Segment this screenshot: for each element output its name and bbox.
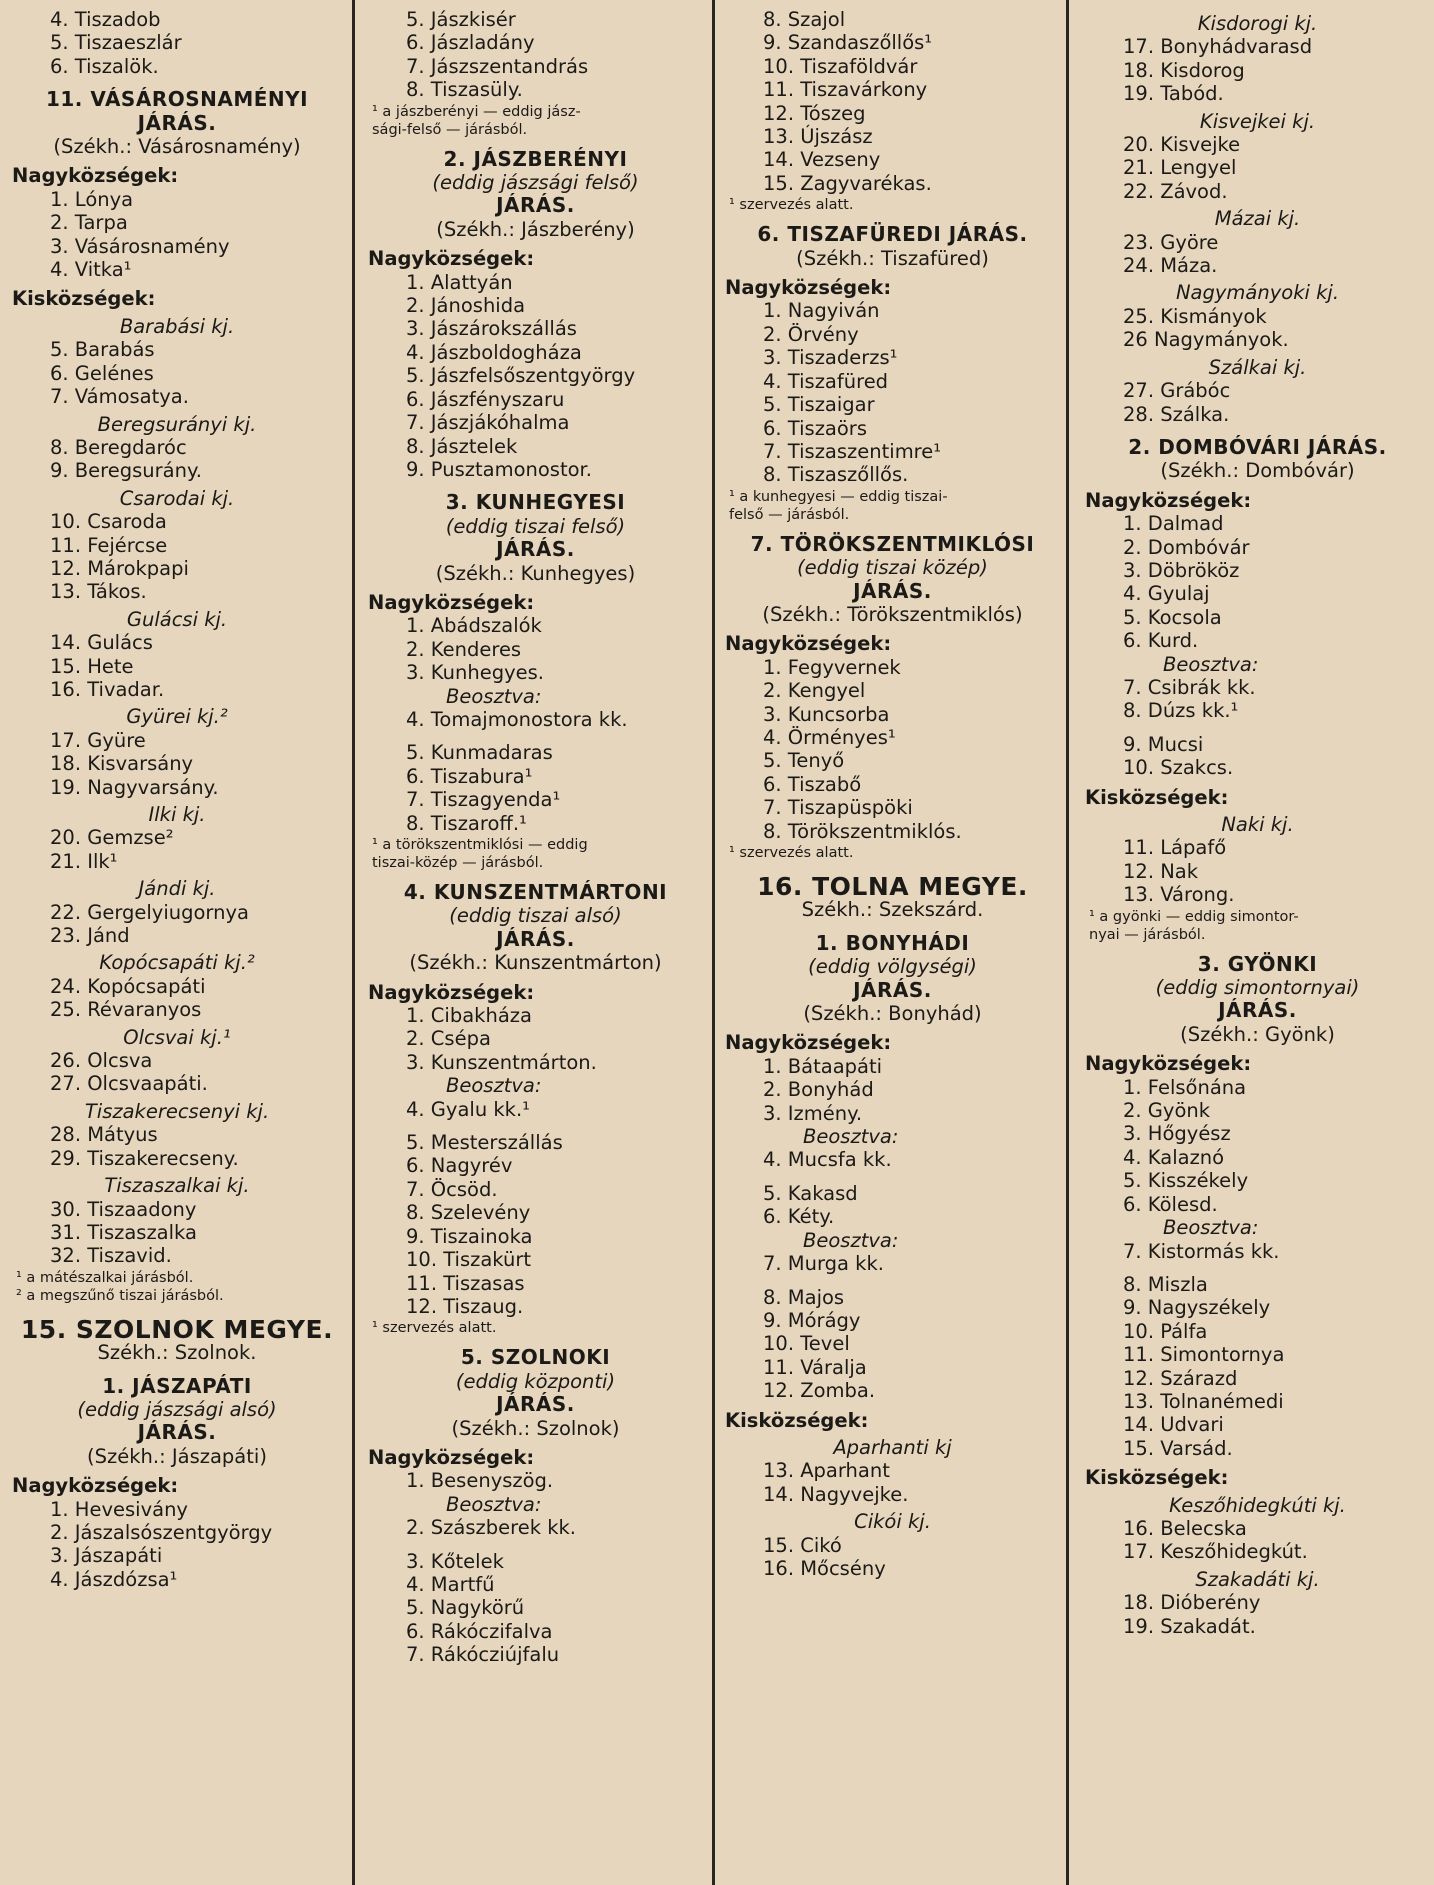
list-item: 6. Kéty. (763, 1205, 835, 1229)
footnote: tiszai-közép — járásból. (372, 855, 544, 871)
list-item: 13. Várong. (1123, 883, 1235, 907)
district-heading: 5. SZOLNOKI (460, 1345, 611, 1370)
district-heading: 3. KUNHEGYESI (445, 490, 626, 515)
list-item: 1. Hevesivány (50, 1497, 188, 1521)
column-1 (12, 8, 342, 1591)
list-item: 12. Márokpapi (50, 556, 189, 580)
list-item: 2. Csépa (406, 1027, 491, 1051)
list-item: 4. Tiszadob (50, 8, 161, 31)
list-item: 6. Gelénes (50, 361, 154, 385)
column-4 (1085, 8, 1430, 1638)
notary-district: Beregsurányi kj. (97, 412, 257, 436)
list-item: 17. Keszőhidegkút. (1123, 1540, 1308, 1564)
seat-line: (Székh.: Jászberény) (436, 217, 635, 241)
district-heading: 7. TÖRÖKSZENTMIKLÓSI (750, 531, 1035, 556)
list-item: 3. Vásárosnamény (50, 234, 230, 258)
list-item: 8. Miszla (1123, 1272, 1208, 1296)
district-heading: JÁRÁS. (853, 578, 932, 603)
former-name: (eddig tiszai közép) (797, 556, 988, 580)
seat-line: (Székh.: Jászapáti) (87, 1444, 267, 1468)
list-item: 8. Törökszentmiklós. (763, 819, 962, 843)
group-label: Nagyközségek: (12, 1474, 179, 1498)
notary-district: Mázai kj. (1214, 207, 1301, 231)
list-item: 29. Tiszakerecseny. (50, 1146, 239, 1170)
group-label: Nagyközségek: (12, 164, 179, 188)
list-item: 1. Felsőnána (1123, 1075, 1247, 1099)
seat-line: (Székh.: Vásárosnamény) (53, 135, 301, 159)
list-item: 2. Kenderes (406, 637, 522, 661)
list-item: 11. Tiszasas (406, 1271, 525, 1295)
list-item: 2. Dombóvár (1123, 535, 1250, 559)
notary-district: Nagymányoki kj. (1175, 281, 1340, 305)
list-item: 7. Kistormás kk. (1123, 1239, 1280, 1263)
group-label: Nagyközségek: (368, 980, 535, 1004)
list-item: 6. Tiszabő (763, 772, 862, 796)
list-item: 1. Alattyán (406, 270, 513, 294)
list-item: 3. Tiszaderzs¹ (763, 346, 898, 370)
former-name: (eddig tiszai felső) (445, 514, 626, 538)
county-heading: 15. SZOLNOK MEGYE. (20, 1314, 334, 1344)
list-item: 3. Jászárokszállás (406, 317, 577, 341)
list-item: 4. Tiszafüred (763, 369, 889, 393)
list-item: 18. Kisvarsány (50, 752, 194, 776)
list-item: 4. Martfű (406, 1572, 495, 1596)
list-item: 5. Jászkisér (406, 8, 516, 31)
list-item: 15. Cikó (763, 1533, 842, 1557)
district-heading: 6. TISZAFÜREDI JÁRÁS. (757, 222, 1028, 247)
list-item: 5. Tiszaigar (763, 393, 875, 417)
list-item: 11. Fejércse (50, 533, 168, 557)
list-item: 16. Mőcsény (763, 1556, 886, 1580)
list-item: 7. Jászjákóhalma (406, 411, 570, 435)
list-item: 6. Tiszalök. (50, 54, 159, 78)
list-item: 14. Nagyvejke. (763, 1482, 909, 1506)
notary-district: Olcsvai kj.¹ (123, 1025, 231, 1049)
column-rule-2 (712, 0, 715, 1885)
column-2 (368, 8, 703, 1667)
notary-district: Jándi kj. (138, 877, 216, 901)
list-item: 8. Tiszasüly. (406, 78, 523, 102)
seat-line: (Székh.: Gyönk) (1180, 1022, 1335, 1046)
group-label: Kisközségek: (1085, 1466, 1229, 1490)
list-item: 22. Závod. (1123, 179, 1228, 203)
list-item: 14. Gulács (50, 631, 153, 655)
former-name: (eddig simontornyai) (1155, 976, 1360, 1000)
list-item: 2. Jánoshida (406, 294, 526, 318)
seat-line: (Székh.: Törökszentmiklós) (762, 602, 1023, 626)
spacer (368, 731, 703, 741)
former-name: (eddig völgységi) (808, 955, 977, 979)
list-item: 6. Kurd. (1123, 629, 1199, 653)
list-item: 5. Kunmadaras (406, 741, 553, 765)
list-item: 14. Udvari (1123, 1413, 1224, 1437)
footnote: ¹ a mátészalkai járásból. (16, 1269, 194, 1286)
district-heading: 1. JÁSZAPÁTI (102, 1373, 252, 1398)
beosztva-label: Beosztva: (803, 1228, 899, 1252)
list-item: 22. Gergelyiugornya (50, 900, 249, 924)
list-item: 20. Kisvejke (1123, 133, 1241, 157)
group-label: Nagyközségek: (368, 590, 535, 614)
notary-district: Gyürei kj.² (126, 705, 228, 729)
list-item: 1. Nagyiván (763, 299, 880, 323)
district-heading: JÁRÁS. (853, 977, 932, 1002)
list-item: 8. Jásztelek (406, 434, 518, 458)
list-item: 10. Tiszaföldvár (763, 54, 918, 78)
footnote: ¹ a jászberényi — eddig jász- (372, 103, 581, 120)
list-item: 9. Nagyszékely (1123, 1296, 1271, 1320)
list-item: 9. Beregsurány. (50, 459, 202, 483)
list-item: 6. Jászfényszaru (406, 387, 565, 411)
list-item: 4. Jászdózsa¹ (50, 1567, 178, 1591)
list-item: 8. Majos (763, 1285, 845, 1309)
list-item: 7. Tiszagyenda¹ (406, 788, 561, 812)
footnote: ² a megszűnő tiszai járásból. (16, 1287, 224, 1304)
group-label: Kisközségek: (725, 1408, 869, 1432)
footnote: ¹ szervezés alatt. (729, 197, 854, 214)
list-item: 8. Dúzs kk.¹ (1123, 699, 1239, 723)
district-heading: 1. BONYHÁDI (815, 930, 970, 955)
list-item: 10. Csaroda (50, 510, 167, 534)
beosztva-label: Beosztva: (446, 1492, 542, 1516)
list-item: 21. Ilk¹ (50, 849, 118, 873)
column-rule-1 (352, 0, 355, 1885)
footnote: ¹ a kunhegyesi — eddig tiszai- (729, 488, 948, 505)
list-item: 8. Beregdaróc (50, 435, 187, 459)
list-item: 1. Bátaapáti (763, 1054, 883, 1078)
list-item: 3. Hőgyész (1123, 1122, 1231, 1146)
notary-district: Csarodai kj. (119, 486, 235, 510)
footnote: ¹ a gyönki — eddig simontor- (1089, 908, 1299, 925)
list-item: 2. Kengyel (763, 679, 866, 703)
column-3 (725, 8, 1060, 1580)
list-item: 6. Nagyrév (406, 1154, 513, 1178)
list-item: 1. Abádszalók (406, 614, 542, 638)
list-item: 8. Tiszaroff.¹ (406, 811, 527, 835)
district-heading: JÁRÁS. (496, 926, 575, 951)
list-item: 15. Hete (50, 654, 134, 678)
list-item: 14. Vezseny (763, 148, 881, 172)
list-item: 26 Nagymányok. (1123, 328, 1289, 352)
list-item: 25. Kismányok (1123, 304, 1267, 328)
list-item: 16. Belecska (1123, 1516, 1247, 1540)
list-item: 1. Dalmad (1123, 512, 1224, 536)
district-heading: JÁRÁS. (496, 1392, 575, 1417)
list-item: 3. Döbrököz (1123, 558, 1240, 582)
list-item: 9. Mucsi (1123, 732, 1204, 756)
list-item: 5. Tiszaeszlár (50, 31, 182, 55)
beosztva-label: Beosztva: (803, 1125, 899, 1149)
former-name: (eddig központi) (455, 1369, 616, 1393)
list-item: 19. Szakadát. (1123, 1614, 1256, 1638)
list-item: 15. Zagyvarékas. (763, 171, 932, 195)
group-label: Kisközségek: (1085, 785, 1229, 809)
list-item: 3. Kunszentmárton. (406, 1050, 597, 1074)
list-item: 7. Csibrák kk. (1123, 675, 1256, 699)
list-item: 3. Kuncsorba (763, 702, 890, 726)
list-item: 18. Kisdorog (1123, 58, 1245, 82)
list-item: 13. Tákos. (50, 580, 147, 604)
list-item: 9. Tiszainoka (406, 1224, 533, 1248)
list-item: 7. Vámosatya. (50, 385, 189, 409)
list-item: 10. Pálfa (1123, 1319, 1208, 1343)
footnote: ¹ a törökszentmiklósi — eddig (372, 837, 588, 853)
list-item: 1. Besenyszög. (406, 1469, 554, 1493)
list-item: 21. Lengyel (1123, 156, 1237, 180)
list-item: 28. Szálka. (1123, 402, 1230, 426)
beosztva-label: Beosztva: (446, 684, 542, 708)
list-item: 6. Rákóczifalva (406, 1619, 553, 1643)
spacer (368, 1540, 703, 1550)
notary-district: Aparhanti kj (833, 1435, 952, 1459)
list-item: 9. Pusztamonostor. (406, 457, 592, 481)
beosztva-label: Beosztva: (1163, 652, 1259, 676)
list-item: 31. Tiszaszalka (50, 1220, 197, 1244)
county-heading: 16. TOLNA MEGYE. (757, 872, 1028, 901)
list-item: 4. Jászboldogháza (406, 340, 582, 364)
district-heading: JÁRÁS. (1218, 998, 1297, 1023)
district-heading: JÁRÁS. (137, 1420, 217, 1445)
list-item: 1. Fegyvernek (763, 655, 901, 679)
group-label: Kisközségek: (12, 287, 156, 311)
list-item: 5. Mesterszállás (406, 1131, 563, 1155)
district-heading: JÁRÁS. (137, 110, 217, 135)
list-item: 19. Tabód. (1123, 82, 1224, 106)
list-item: 4. Örményes¹ (763, 725, 896, 749)
list-item: 11. Lápafő (1123, 836, 1227, 860)
list-item: 6. Tiszabura¹ (406, 764, 533, 788)
list-item: 7. Tiszapüspöki (763, 796, 913, 820)
column-rule-3 (1066, 0, 1069, 1885)
list-item: 15. Varsád. (1123, 1436, 1233, 1460)
list-item: 11. Váralja (763, 1355, 867, 1379)
list-item: 4. Gyulaj (1123, 582, 1210, 606)
notary-district: Naki kj. (1221, 813, 1294, 836)
list-item: 1. Lónya (50, 187, 134, 211)
notary-district: Cikói kj. (854, 1510, 931, 1534)
notary-district: Szakadáti kj. (1195, 1567, 1320, 1591)
list-item: 4. Gyalu kk.¹ (406, 1097, 530, 1121)
beosztva-label: Beosztva: (1163, 1216, 1259, 1240)
notary-district: Tiszaszalkai kj. (104, 1174, 250, 1198)
footnote: nyai — járásból. (1089, 926, 1206, 943)
list-item: 8. Szajol (763, 8, 846, 31)
list-item: 7. Rákócziújfalu (406, 1643, 560, 1667)
list-item: 2. Örvény (763, 322, 859, 346)
list-item: 13. Újszász (763, 125, 873, 149)
list-item: 8. Tiszaszőllős. (763, 463, 909, 487)
notary-district: Barabási kj. (119, 314, 235, 338)
seat-line: Székh.: Szekszárd. (801, 898, 984, 922)
district-heading: 2. JÁSZBERÉNYI (443, 146, 628, 171)
list-item: 6. Tiszaörs (763, 416, 867, 440)
list-item: 7. Murga kk. (763, 1252, 884, 1276)
list-item: 2. Gyönk (1123, 1099, 1211, 1123)
list-item: 2. Jászalsószentgyörgy (50, 1520, 273, 1544)
notary-district: Kisdorogi kj. (1197, 12, 1318, 35)
list-item: 24. Kopócsapáti (50, 974, 206, 998)
list-item: 4. Mucsfa kk. (763, 1148, 892, 1172)
district-heading: 11. VÁSÁROSNAMÉNYI (45, 87, 309, 112)
list-item: 7. Tiszaszentimre¹ (763, 439, 942, 463)
seat-line: (Székh.: Kunhegyes) (435, 561, 636, 585)
list-item: 8. Szelevény (406, 1201, 531, 1225)
list-item: 5. Tenyő (763, 749, 845, 773)
district-heading: JÁRÁS. (496, 537, 575, 562)
notary-district: Keszőhidegkúti kj. (1169, 1493, 1346, 1517)
list-item: 5. Kisszékely (1123, 1169, 1249, 1193)
notary-district: Szálkai kj. (1208, 355, 1307, 379)
notary-district: Ilki kj. (148, 803, 206, 826)
spacer (368, 1121, 703, 1131)
list-item: 18. Dióberény (1123, 1591, 1261, 1615)
list-item: 12. Nak (1123, 859, 1199, 883)
notary-district: Kopócsapáti kj.² (99, 951, 255, 975)
notary-district: Tiszakerecsenyi kj. (84, 1099, 270, 1123)
list-item: 5. Kakasd (763, 1181, 858, 1205)
list-item: 23. Jánd (50, 924, 130, 948)
beosztva-label: Beosztva: (446, 1074, 542, 1098)
list-item: 28. Mátyus (50, 1123, 158, 1147)
former-name: (eddig jászsági alsó) (77, 1397, 277, 1421)
notary-district: Kisvejkei kj. (1199, 109, 1316, 133)
district-heading: 2. DOMBÓVÁRI JÁRÁS. (1128, 434, 1387, 459)
list-item: 5. Kocsola (1123, 605, 1222, 629)
list-item: 2. Tarpa (50, 211, 128, 235)
notary-district: Gulácsi kj. (126, 607, 228, 631)
list-item: 9. Mórágy (763, 1308, 861, 1332)
seat-line: (Székh.: Kunszentmárton) (409, 951, 662, 975)
list-item: 7. Öcsöd. (406, 1177, 498, 1201)
list-item: 12. Szárazd (1123, 1366, 1238, 1390)
district-heading: 4. KUNSZENTMÁRTONI (403, 880, 668, 904)
group-label: Nagyközségek: (1085, 488, 1252, 512)
spacer (1085, 1263, 1430, 1273)
footnote: sági-felső — járásból. (372, 121, 528, 138)
list-item: 30. Tiszaadony (50, 1197, 197, 1221)
list-item: 16. Tivadar. (50, 677, 165, 701)
list-item: 26. Olcsva (50, 1049, 153, 1073)
list-item: 19. Nagyvarsány. (50, 775, 219, 799)
list-item: 32. Tiszavid. (50, 1244, 172, 1268)
list-item: 9. Szandaszőllős¹ (763, 31, 933, 55)
list-item: 17. Gyüre (50, 728, 146, 752)
list-item: 27. Grábóc (1123, 379, 1231, 403)
list-item: 10. Szakcs. (1123, 756, 1234, 780)
list-item: 4. Kalaznó (1123, 1145, 1225, 1169)
list-item: 6. Jászladány (406, 31, 535, 55)
group-label: Nagyközségek: (725, 276, 892, 300)
list-item: 4. Tomajmonostora kk. (406, 707, 628, 731)
seat-line: (Székh.: Bonyhád) (803, 1002, 982, 1026)
list-item: 17. Bonyhádvarasd (1123, 35, 1313, 59)
seat-line: (Székh.: Dombóvár) (1160, 459, 1355, 483)
seat-line: Székh.: Szolnok. (97, 1341, 257, 1365)
former-name: (eddig tiszai alsó) (449, 904, 622, 928)
list-item: 5. Nagykörű (406, 1596, 525, 1620)
spacer (725, 1276, 1060, 1286)
spacer (725, 1172, 1060, 1182)
list-item: 11. Tiszavárkony (763, 78, 928, 102)
list-item: 6. Kölesd. (1123, 1192, 1218, 1216)
district-heading: 3. GYÖNKI (1197, 951, 1318, 976)
list-item: 27. Olcsvaapáti. (50, 1072, 208, 1096)
group-label: Nagyközségek: (368, 1445, 535, 1469)
district-heading: JÁRÁS. (496, 193, 575, 218)
list-item: 12. Zomba. (763, 1379, 876, 1403)
seat-line: (Székh.: Szolnok) (451, 1416, 620, 1440)
list-item: 20. Gemzse² (50, 826, 174, 850)
list-item: 13. Aparhant (763, 1459, 890, 1483)
footnote: ¹ szervezés alatt. (372, 1320, 497, 1337)
list-item: 11. Simontornya (1123, 1343, 1285, 1367)
list-item: 13. Tolnanémedi (1123, 1389, 1284, 1413)
list-item: 3. Izmény. (763, 1101, 863, 1125)
group-label: Nagyközségek: (368, 247, 535, 271)
list-item: 12. Tiszaug. (406, 1294, 524, 1318)
list-item: 3. Kunhegyes. (406, 661, 544, 685)
list-item: 4. Vitka¹ (50, 258, 132, 282)
former-name: (eddig jászsági felső) (432, 171, 639, 195)
list-item: 24. Máza. (1123, 254, 1218, 278)
group-label: Nagyközségek: (725, 1031, 892, 1055)
spacer (1085, 723, 1430, 733)
list-item: 10. Tiszakürt (406, 1248, 531, 1272)
footnote: ¹ szervezés alatt. (729, 845, 854, 861)
group-label: Nagyközségek: (725, 632, 892, 656)
list-item: 3. Kőtelek (406, 1549, 504, 1573)
list-item: 25. Révaranyos (50, 998, 202, 1022)
group-label: Nagyközségek: (1085, 1052, 1252, 1076)
list-item: 10. Tevel (763, 1332, 850, 1356)
list-item: 2. Szászberek kk. (406, 1516, 576, 1540)
footnote: felső — járásból. (729, 506, 850, 523)
list-item: 2. Bonyhád (763, 1078, 874, 1102)
list-item: 1. Cibakháza (406, 1004, 532, 1028)
list-item: 23. Györe (1123, 230, 1219, 254)
list-item: 3. Jászapáti (50, 1544, 163, 1568)
list-item: 12. Tószeg (763, 101, 866, 125)
list-item: 7. Jászszentandrás (406, 54, 589, 78)
list-item: 5. Jászfelsőszentgyörgy (406, 364, 636, 388)
seat-line: (Székh.: Tiszafüred) (796, 246, 989, 270)
list-item: 5. Barabás (50, 338, 155, 362)
